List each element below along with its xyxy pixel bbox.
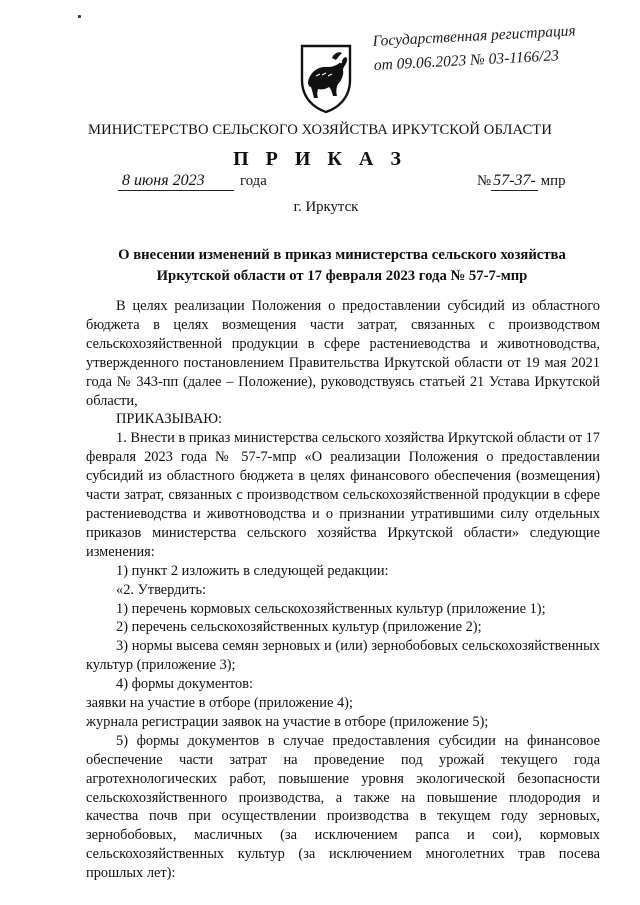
registration-note — [372, 17, 624, 78]
list-item: 4) формы документов: — [116, 676, 254, 693]
handwritten-number: 57-37- — [493, 172, 536, 189]
scan-speck — [78, 15, 81, 18]
registration-note-line: от 09.06.2023 № 03-1166/23 — [373, 47, 560, 74]
list-item: 3) нормы высева семян зерновых и (или) зернобобовых сельскохозяйственных культур (приложение 3); — [86, 638, 600, 674]
number-prefix: № — [477, 173, 492, 189]
subitem-paragraph: 1) пункт 2 изложить в следующей редакции: — [116, 562, 389, 579]
registration-note-line: Государственная регистрация — [372, 22, 577, 50]
subitem-paragraph: «2. Утвердить: — [116, 581, 207, 598]
item-1-paragraph: 1. Внести в приказ министерства сельского хозяйства Иркутской области от 17 февраля 2023 года № 57-7-мпр «О реализации Положения о предоставлении субсидий из областного бюджета в целях финансового обеспечения (возмещения) части затрат, связанных с производством сельскохозяйственной продукции в сфере растениеводства и животноводства и о признании утратившими силу отдельных приказов министерства сельского хозяйства Иркутской области» следующие изменения: — [86, 430, 600, 560]
list-item: 2) перечень сельскохозяйственных культур (приложение 2); — [116, 619, 482, 636]
order-date — [118, 172, 267, 191]
list-item: 5) формы документов в случае предоставления субсидии на финансовое обеспечение части затрат на проведение под урожай текущего года агротехнологических работ, повышение уровня экологической безопасности сельскохозяйственного производства, а также на повышение плодородия и качества почв при осуществлении производства в текущем году зерновых, зернобобовых, масличных (за исключением рапса и сои), кормовых сельскохозяйственных культур (за исключением многолетних трав посева прошлых лет): — [86, 732, 600, 882]
order-number — [477, 172, 565, 191]
list-item: 1) перечень кормовых сельскохозяйственных культур (приложение 1); — [116, 600, 546, 617]
order-title: О внесении изменений в приказ министерства сельского хозяйства Иркутской области от 17 февраля 2023 года № 57-7-мпр — [118, 247, 566, 284]
order-body — [86, 297, 600, 883]
date-suffix: года — [240, 173, 267, 189]
document-type: П Р И К А З — [233, 148, 407, 170]
number-suffix: мпр — [540, 173, 566, 189]
city: г. Иркутск — [293, 199, 359, 215]
form-item: журнала регистрации заявок на участие в отборе (приложение 5); — [86, 713, 489, 730]
preamble-paragraph: В целях реализации Положения о предоставлении субсидий из областного бюджета в целях возмещения части затрат, связанных с производством сельскохозяйственной продукции в сфере растениеводства и животноводства, утвержденного постановлением Правительства Иркутской области от 19 мая 2021 года № 343-пп (далее – Положение), руководствуясь статьей 21 Устава Иркутской области, — [86, 298, 600, 409]
coat-of-arms-icon — [296, 34, 356, 114]
form-item: заявки на участие в отборе (приложение 4); — [86, 695, 353, 712]
ministry-name: МИНИСТЕРСТВО СЕЛЬСКОГО ХОЗЯЙСТВА ИРКУТСКОЙ ОБЛАСТИ — [88, 122, 552, 138]
handwritten-date: 8 июня 2023 — [118, 172, 234, 191]
order-word: ПРИКАЗЫВАЮ: — [116, 411, 223, 428]
